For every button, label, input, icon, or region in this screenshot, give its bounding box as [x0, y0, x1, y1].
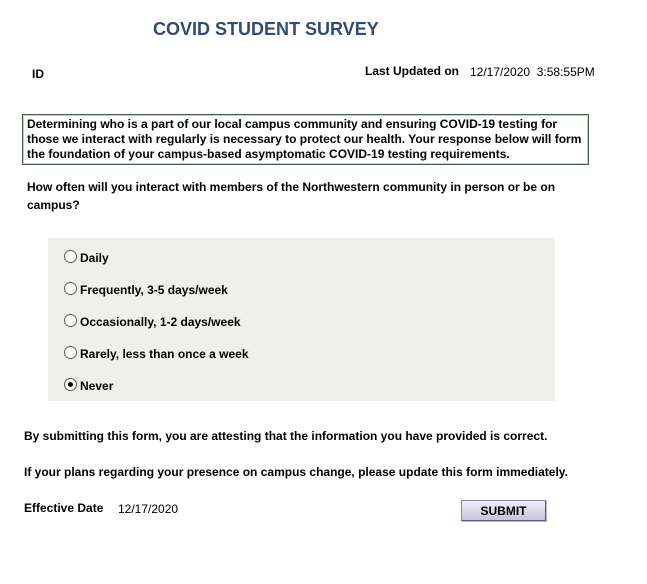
radio-rarely[interactable]: [64, 346, 77, 359]
option-label-occasionally[interactable]: Occasionally, 1-2 days/week: [80, 315, 241, 329]
notice-box: [22, 114, 589, 165]
radio-frequently[interactable]: [64, 282, 77, 295]
notice-text: Determining who is a part of our local campus community and ensuring COVID-19 testing for those we interact with regularly is necessary to protect our health. Your response below will form the foundation of your campus-based asymptomatic COVID-19 testing requirements.: [27, 117, 582, 161]
question-text: How often will you interact with members of the Northwestern community in person or be on campus?: [27, 180, 556, 212]
page-title: COVID STUDENT SURVEY: [153, 19, 379, 39]
effective-date-value: 12/17/2020: [118, 502, 179, 516]
radio-never[interactable]: [64, 378, 77, 391]
last-updated-value: 12/17/2020 3:58:55PM: [470, 65, 595, 79]
submit-button[interactable]: SUBMIT: [461, 500, 546, 521]
frequency-options-group: [48, 238, 555, 401]
radio-occasionally[interactable]: [64, 314, 77, 327]
option-occasionally[interactable]: [64, 312, 241, 328]
option-label-never[interactable]: Never: [80, 379, 114, 393]
option-frequently[interactable]: [64, 280, 228, 296]
option-never[interactable]: [64, 376, 113, 392]
plans-change-notice: If your plans regarding your presence on campus change, please update this form immediately.: [24, 465, 568, 479]
attestation-text: By submitting this form, you are attesting that the information you have provided is correct.: [24, 429, 548, 443]
last-updated-label: Last Updated on: [365, 64, 460, 78]
option-label-rarely[interactable]: Rarely, less than once a week: [80, 347, 249, 361]
option-rarely[interactable]: [64, 344, 249, 360]
option-label-frequently[interactable]: Frequently, 3-5 days/week: [80, 283, 228, 297]
option-label-daily[interactable]: Daily: [80, 251, 109, 265]
id-label: ID: [32, 67, 44, 81]
radio-daily[interactable]: [64, 250, 77, 263]
effective-date-label: Effective Date: [24, 501, 104, 515]
option-daily[interactable]: [64, 248, 109, 264]
